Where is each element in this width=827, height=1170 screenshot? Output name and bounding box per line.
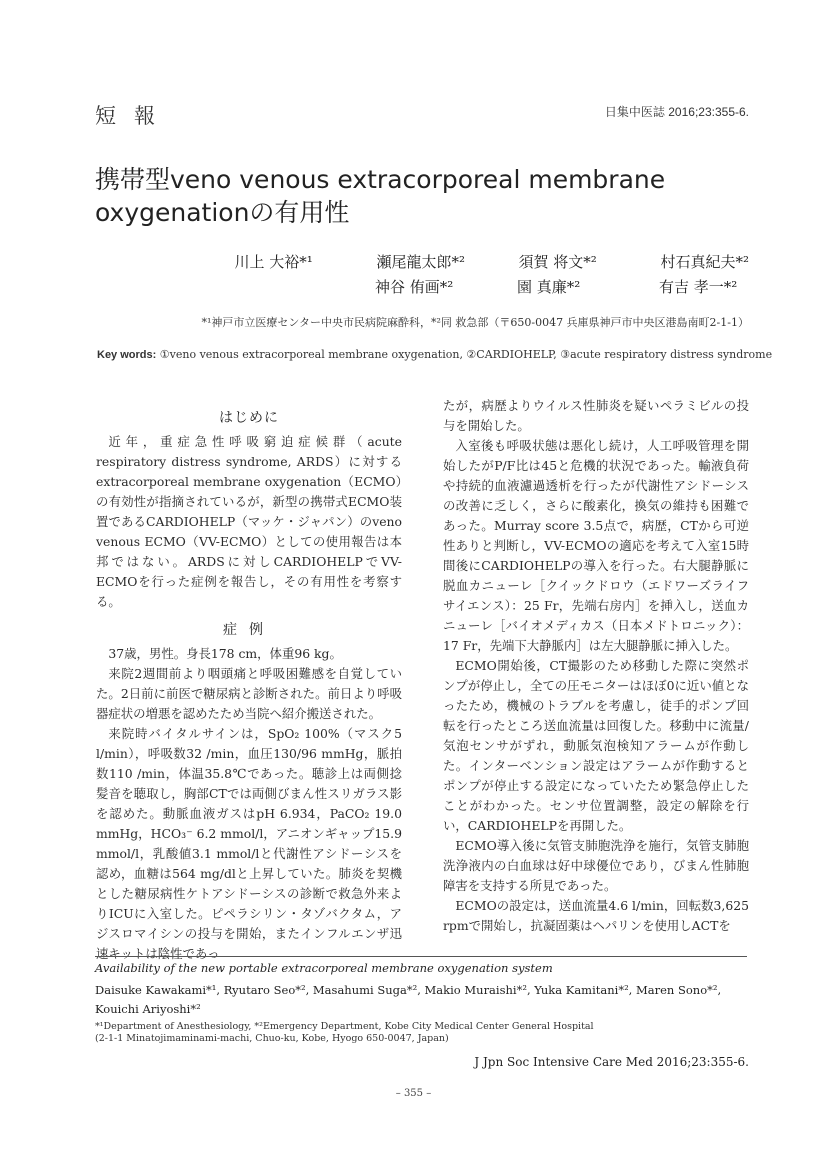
paragraph: 入室後も呼吸状態は悪化し続け，人工呼吸管理を開始したがP/F比は45と危機的状況であった。輸液負荷や持続的血液濾過透析を行ったが代謝性アシドーシスの改善に乏しく，さらに酸素化，換気の維持も困難であった。Murray score 3.5点で，病歴，CTから可逆性ありと判断し，VV-ECMOの適応を考えて入室15時間後にCARDIOHELPの導入を行った。右大腿静脈に脱血カニューレ［クイックドロウ（エドワーズライフサイエンス）：25 Fr，先端右房内］を挿入し，送血カニューレ［バイオメディカス（日本メドトロニック）：17 Fr，先端下大静脈内］は左大腿静脈に挿入した。 bbox=[443, 438, 749, 653]
footer-journal-reference: J Jpn Soc Intensive Care Med 2016;23:355-6. bbox=[474, 1055, 749, 1069]
paragraph: たが，病歴よりウイルス性肺炎を疑いペラミビルの投与を開始した。 bbox=[443, 398, 749, 433]
paragraph: 37歳，男性。身長178 cm，体重96 kg。 bbox=[108, 646, 342, 661]
footer-divider bbox=[95, 956, 747, 957]
english-title: Availability of the new portable extracorporeal membrane oxygenation system bbox=[95, 961, 553, 975]
paragraph: 来院時バイタルサインは，SpO₂ 100%（マスク5 l/min），呼吸数32 /min，血圧130/96 mmHg，脈拍数110 /min，体温35.8℃であった。聴診上は両側捻髪音を聴取し，胸部CTでは両側びまん性スリガラス影を認めた。動脈血液ガスはpH 6.934，PaCO₂ 19.0 mmHg，HCO₃⁻ 6.2 mmol/l，アニオンギャップ15.9 mmol/l，乳酸値3.1 mmol/lと代謝性アシドーシスを認め，血糖は564 mg/dlと上昇していた。肺炎を契機とした糖尿病性ケトアシドーシスの診断で救急外来よりICUに入室した。ピペラシリン・タゾバクタム，アジスロマイシンの投与を開始，またインフルエンザ迅速キットは陰性であっ bbox=[96, 726, 402, 961]
english-affiliation bbox=[95, 1021, 747, 1045]
author: 有吉 孝一*² bbox=[659, 278, 738, 296]
author: 村石真紀夫*² bbox=[660, 253, 749, 271]
author: 川上 大裕*¹ bbox=[234, 253, 313, 271]
article-title: 携帯型veno venous extracorporeal membrane oxygenationの有用性 bbox=[95, 165, 666, 227]
paragraph: ECMO開始後，CT撮影のため移動した際に突然ポンプが停止し，全ての圧モニターはほぼ0に近い値となったため，機械のトラブルを考慮し，徒手的ポンプ回転を行ったところ送血流量は回復した。移動中に流量/気泡センサがずれ，動脈気泡検知アラームが作動した。インターベンション設定はアラームが作動するとポンプが停止する設定になっていたため緊急停止したことがわかった。センサ位置調整，設定の解除を行い，CARDIOHELPを再開した。 bbox=[443, 658, 749, 833]
right-column bbox=[443, 396, 749, 936]
author-row bbox=[375, 276, 749, 297]
author: 須賀 将文*² bbox=[518, 253, 597, 271]
paragraph: 近年，重症急性呼吸窮迫症候群（acute respiratory distress syndrome, ARDS）に対するextracorporeal membrane oxygenation（ECMO）の有効性が指摘されているが，新型の携帯式ECMO装置であるCARDIOHELP（マッケ・ジャパン）のveno venous ECMO（VV-ECMO）としての使用報告は本邦ではない。ARDSに対しCARDIOHELPでVV-ECMOを行った症例を報告し，その有用性を考察する。 bbox=[96, 434, 402, 609]
affiliation: *¹神戸市立医療センター中央市民病院麻酔科，*²同 救急部（〒650-0047 兵庫県神戸市中央区港島南町2-1-1） bbox=[201, 316, 749, 329]
english-affiliation-line: (2-1-1 Minatojimaminami-machi, Chuo-ku, Kobe, Hyogo 650-0047, Japan) bbox=[95, 1033, 449, 1044]
english-authors: Daisuke Kawakami*¹, Ryutaro Seo*², Masahumi Suga*², Makio Muraishi*², Yuka Kamitani*², Maren Sono*², Kouichi Ariyoshi*² bbox=[95, 983, 722, 1016]
author-row bbox=[234, 251, 749, 272]
keywords-text: ①veno venous extracorporeal membrane oxygenation, ②CARDIOHELP, ③acute respiratory distress syndrome bbox=[159, 348, 773, 361]
section-heading-introduction: はじめに bbox=[219, 410, 279, 426]
author: 瀬尾龍太郎*² bbox=[376, 253, 465, 271]
page-number: – 355 – bbox=[395, 1088, 432, 1099]
keywords-label: Key words: bbox=[97, 349, 157, 361]
journal-reference: 日集中医誌 2016;23:355-6. bbox=[604, 105, 749, 119]
author: 園 真廉*² bbox=[517, 278, 581, 296]
left-column bbox=[96, 408, 402, 964]
keywords bbox=[97, 348, 772, 361]
author: 神谷 侑画*² bbox=[375, 278, 454, 296]
english-affiliation-line: *¹Department of Anesthesiology, *²Emergency Department, Kobe City Medical Center General Hospital bbox=[95, 1021, 594, 1032]
paragraph: ECMO導入後に気管支肺胞洗浄を施行，気管支肺胞洗浄液内の白血球は好中球優位であり，びまん性肺胞障害を支持する所見であった。 bbox=[443, 838, 749, 893]
section-heading-case: 症例 bbox=[223, 622, 275, 638]
paragraph: ECMOの設定は，送血流量4.6 l/min，回転数3,625 rpmで開始し，抗凝固薬はヘパリンを使用しACTを bbox=[443, 898, 749, 933]
section-label: 短報 bbox=[95, 104, 173, 128]
paragraph: 来院2週間前より咽頭痛と呼吸困難感を自覚していた。2日前に前医で糖尿病と診断された。前日より呼吸器症状の増悪を認めたため当院へ紹介搬送された。 bbox=[96, 666, 402, 721]
